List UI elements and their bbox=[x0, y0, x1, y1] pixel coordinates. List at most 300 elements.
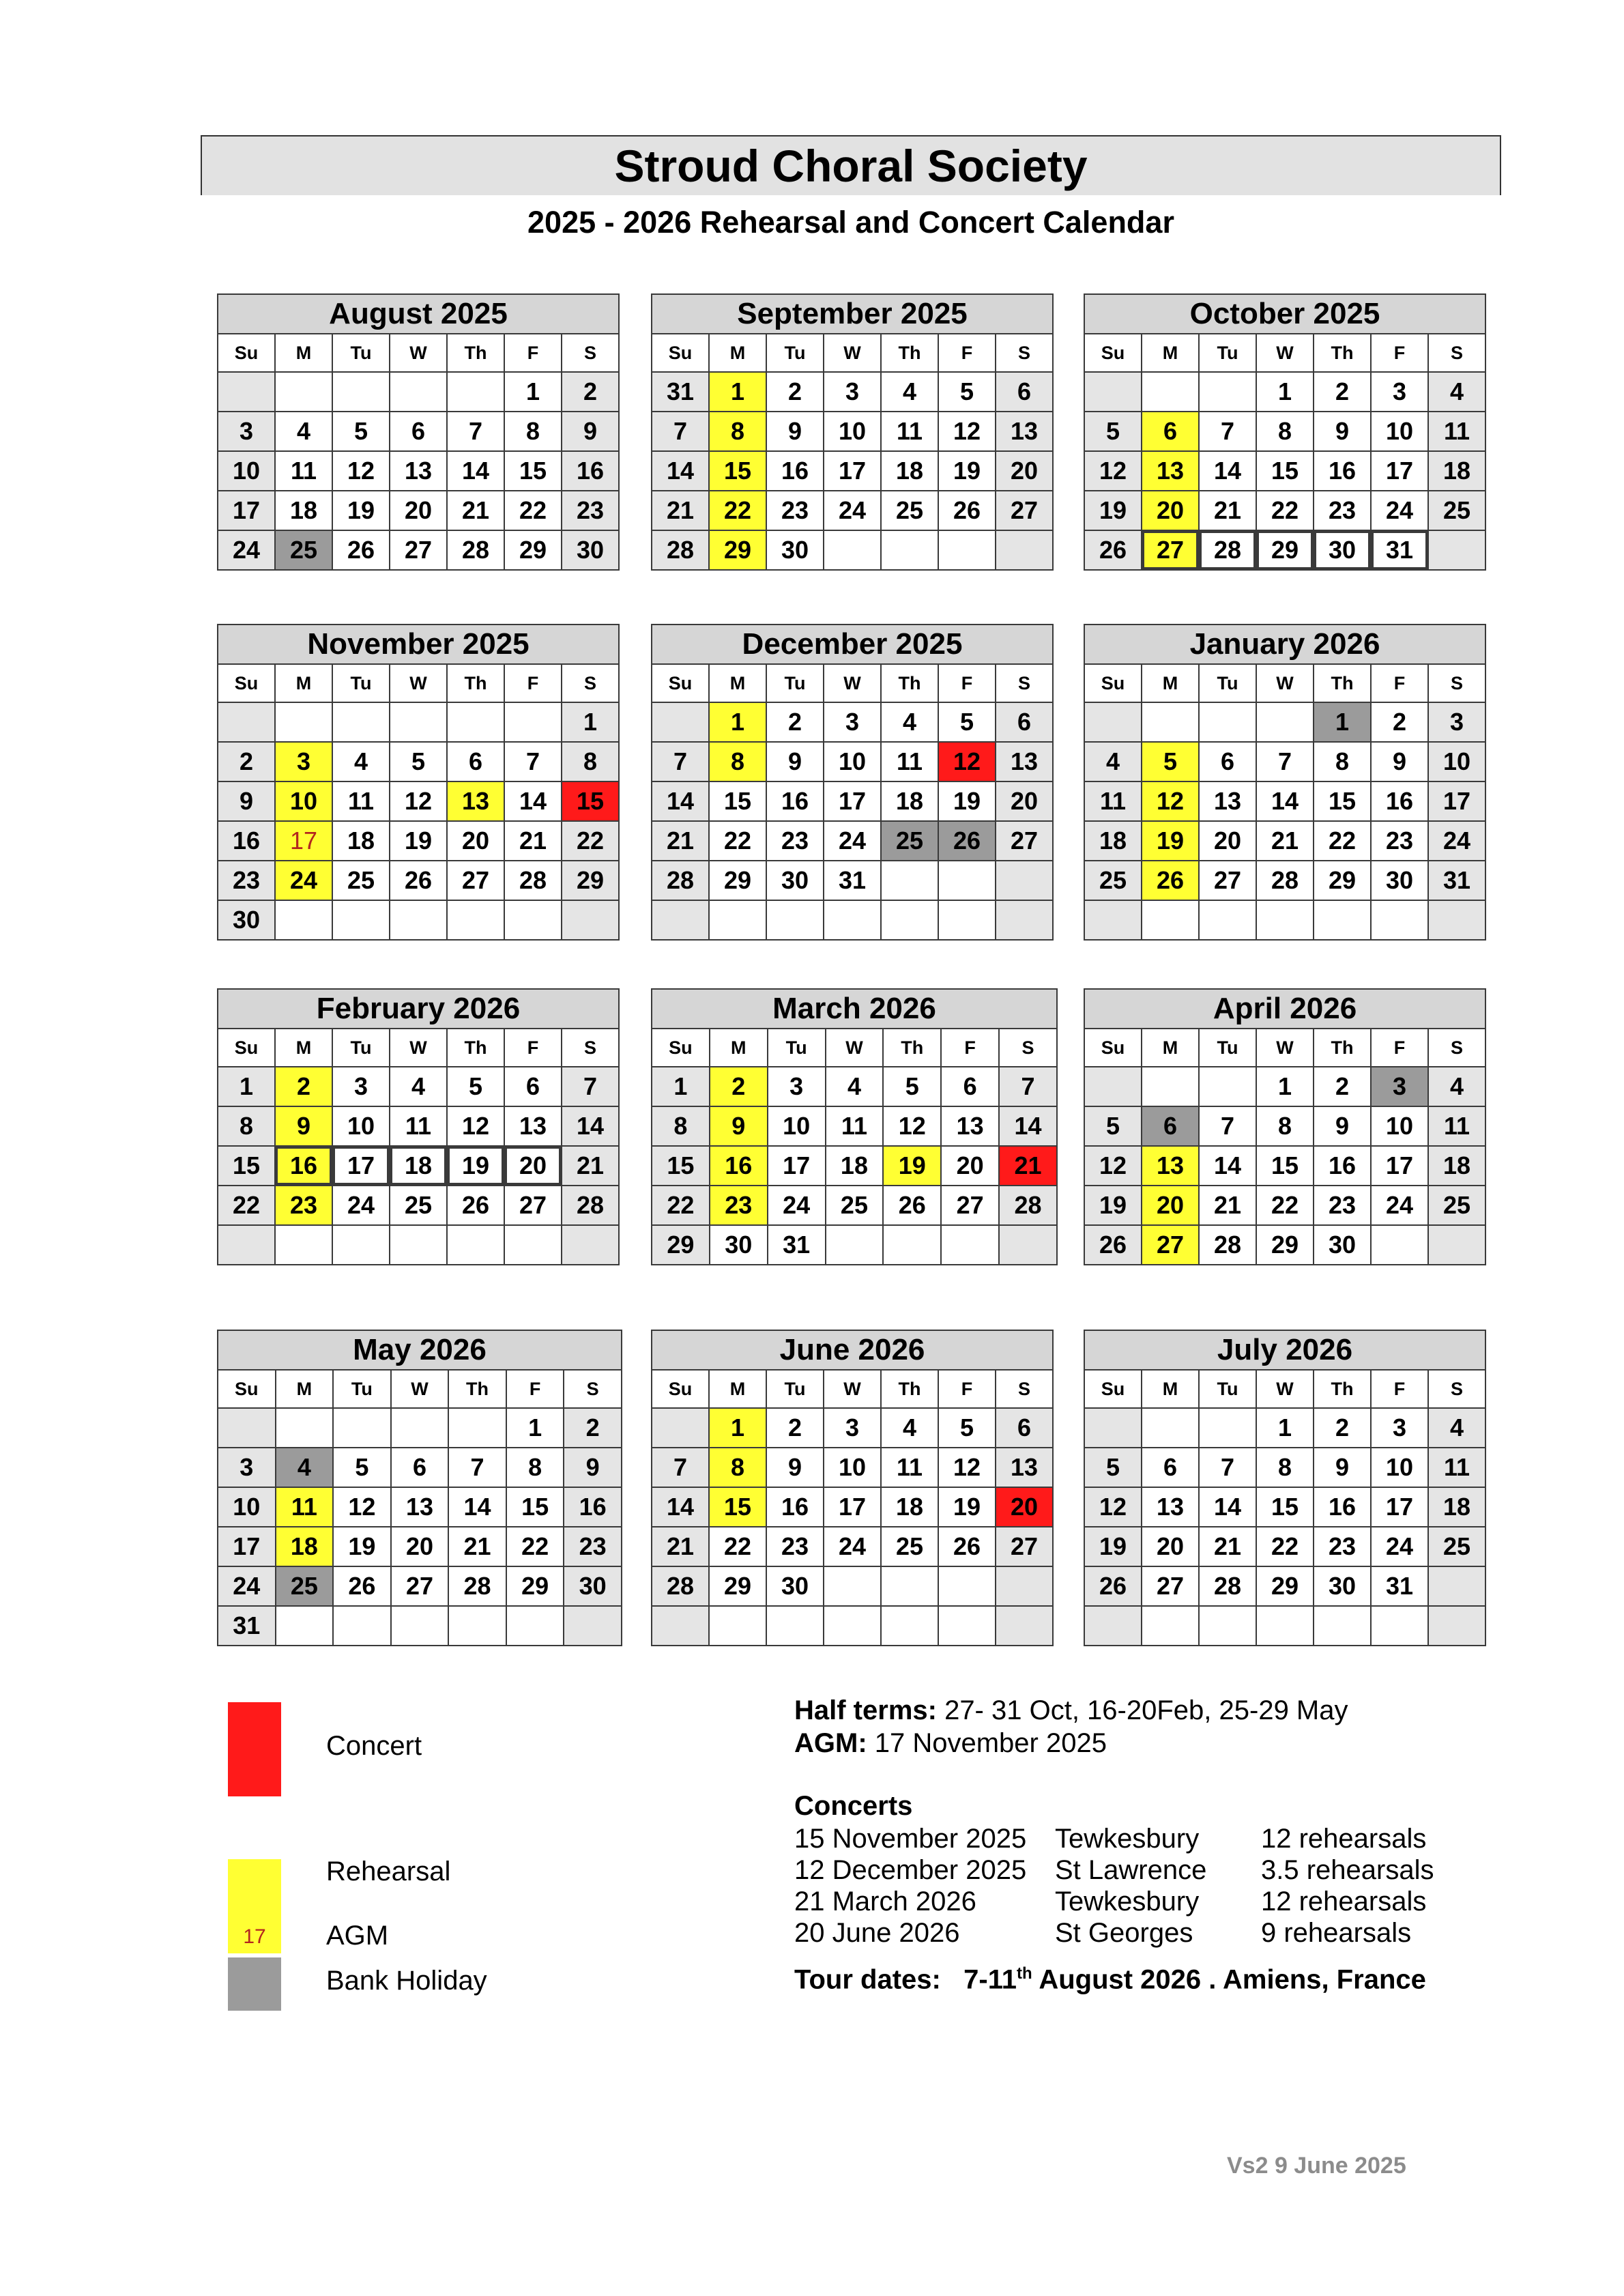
month-august-2025 bbox=[217, 293, 620, 569]
weekday-header: W bbox=[824, 664, 881, 702]
day-cell: 19 bbox=[883, 1146, 941, 1186]
weekday-header: M bbox=[710, 1029, 768, 1067]
weekday-header: F bbox=[1371, 334, 1428, 372]
day-cell bbox=[1199, 1606, 1256, 1646]
day-cell: 16 bbox=[218, 821, 275, 861]
day-cell: 2 bbox=[710, 1067, 768, 1106]
day-cell: 11 bbox=[276, 1487, 334, 1527]
day-cell: 2 bbox=[1371, 702, 1428, 742]
day-cell: 2 bbox=[218, 742, 275, 781]
day-cell bbox=[1256, 1606, 1314, 1646]
day-cell: 21 bbox=[447, 491, 504, 530]
weekday-header: M bbox=[1142, 1370, 1199, 1408]
weekday-header: Th bbox=[881, 664, 938, 702]
day-cell bbox=[996, 861, 1053, 900]
month-december-2025 bbox=[651, 624, 1054, 939]
day-cell: 7 bbox=[652, 412, 709, 451]
weekday-header: W bbox=[390, 1029, 447, 1067]
day-cell: 13 bbox=[447, 781, 504, 821]
day-cell bbox=[1084, 702, 1142, 742]
day-cell: 17 bbox=[1428, 781, 1485, 821]
day-cell: 27 bbox=[1142, 1566, 1199, 1606]
day-cell: 9 bbox=[1371, 742, 1428, 781]
concert-date: 21 March 2026 bbox=[794, 1886, 976, 1917]
day-cell: 3 bbox=[332, 1067, 390, 1106]
day-cell: 2 bbox=[564, 1408, 622, 1448]
day-cell: 7 bbox=[1199, 1106, 1256, 1146]
day-cell: 7 bbox=[562, 1067, 619, 1106]
weekday-header: W bbox=[1256, 334, 1314, 372]
legend-rehearsal-label: Rehearsal bbox=[326, 1856, 451, 1886]
day-cell: 11 bbox=[1428, 1106, 1485, 1146]
day-cell: 29 bbox=[652, 1225, 710, 1265]
weekday-header: M bbox=[1142, 334, 1199, 372]
day-cell: 3 bbox=[1371, 372, 1428, 412]
day-cell: 24 bbox=[218, 530, 275, 570]
day-cell bbox=[1084, 900, 1142, 940]
day-cell: 29 bbox=[506, 1566, 564, 1606]
weekday-header: W bbox=[1256, 664, 1314, 702]
day-cell bbox=[1142, 900, 1199, 940]
weekday-header: Su bbox=[218, 1029, 275, 1067]
day-cell: 8 bbox=[562, 742, 619, 781]
day-cell: 4 bbox=[390, 1067, 447, 1106]
day-cell: 3 bbox=[1371, 1067, 1428, 1106]
day-cell: 10 bbox=[1428, 742, 1485, 781]
day-cell: 7 bbox=[652, 1448, 709, 1487]
day-cell: 15 bbox=[1256, 451, 1314, 491]
day-cell: 16 bbox=[275, 1146, 332, 1186]
day-cell bbox=[883, 1225, 941, 1265]
day-cell: 18 bbox=[1428, 1146, 1485, 1186]
day-cell: 26 bbox=[332, 530, 390, 570]
day-cell: 30 bbox=[1314, 1566, 1371, 1606]
day-cell bbox=[332, 702, 390, 742]
day-cell: 10 bbox=[1371, 1448, 1428, 1487]
day-cell bbox=[504, 702, 562, 742]
day-cell: 24 bbox=[824, 821, 881, 861]
weekday-header: Th bbox=[447, 1029, 504, 1067]
day-cell: 6 bbox=[391, 1448, 449, 1487]
day-cell: 1 bbox=[218, 1067, 275, 1106]
day-cell: 4 bbox=[1428, 1067, 1485, 1106]
day-cell: 5 bbox=[333, 1448, 391, 1487]
month-title: December 2025 bbox=[652, 625, 1053, 664]
day-cell: 24 bbox=[275, 861, 332, 900]
day-cell: 28 bbox=[562, 1186, 619, 1225]
day-cell bbox=[1084, 1606, 1142, 1646]
weekday-header: M bbox=[1142, 664, 1199, 702]
day-cell: 27 bbox=[996, 491, 1053, 530]
day-cell: 2 bbox=[1314, 1067, 1371, 1106]
day-cell: 8 bbox=[218, 1106, 275, 1146]
day-cell: 27 bbox=[941, 1186, 999, 1225]
day-cell: 30 bbox=[766, 861, 824, 900]
day-cell: 24 bbox=[1371, 1186, 1428, 1225]
day-cell: 10 bbox=[824, 412, 881, 451]
day-cell: 5 bbox=[938, 702, 996, 742]
day-cell: 24 bbox=[1371, 1527, 1428, 1566]
day-cell: 8 bbox=[1256, 412, 1314, 451]
day-cell: 29 bbox=[1256, 530, 1314, 570]
day-cell: 13 bbox=[996, 1448, 1053, 1487]
legend-agm-label: AGM bbox=[326, 1921, 389, 1951]
day-cell: 12 bbox=[938, 412, 996, 451]
day-cell bbox=[824, 1606, 881, 1646]
weekday-header: F bbox=[1371, 664, 1428, 702]
weekday-header: Tu bbox=[766, 334, 824, 372]
day-cell: 4 bbox=[332, 742, 390, 781]
day-cell: 23 bbox=[564, 1527, 622, 1566]
day-cell bbox=[1084, 1408, 1142, 1448]
day-cell: 1 bbox=[506, 1408, 564, 1448]
day-cell: 13 bbox=[1142, 1487, 1199, 1527]
day-cell: 31 bbox=[652, 372, 709, 412]
day-cell bbox=[390, 372, 447, 412]
concert-rehearsals: 3.5 rehearsals bbox=[1261, 1855, 1434, 1885]
day-cell: 30 bbox=[562, 530, 619, 570]
day-cell: 29 bbox=[709, 1566, 766, 1606]
day-cell: 27 bbox=[996, 1527, 1053, 1566]
day-cell: 15 bbox=[709, 781, 766, 821]
day-cell bbox=[1314, 1606, 1371, 1646]
day-cell: 16 bbox=[564, 1487, 622, 1527]
day-cell: 12 bbox=[333, 1487, 391, 1527]
weekday-header: F bbox=[938, 664, 996, 702]
day-cell: 4 bbox=[1428, 372, 1485, 412]
day-cell: 26 bbox=[883, 1186, 941, 1225]
day-cell bbox=[1199, 1067, 1256, 1106]
weekday-header: W bbox=[824, 1370, 881, 1408]
day-cell: 4 bbox=[881, 702, 938, 742]
weekday-header: F bbox=[504, 664, 562, 702]
day-cell: 10 bbox=[768, 1106, 826, 1146]
day-cell bbox=[1142, 1067, 1199, 1106]
day-cell: 9 bbox=[562, 412, 619, 451]
legend-concert-label: Concert bbox=[326, 1731, 422, 1761]
day-cell: 27 bbox=[1142, 1225, 1199, 1265]
day-cell: 14 bbox=[652, 451, 709, 491]
weekday-header: Tu bbox=[1199, 664, 1256, 702]
day-cell: 28 bbox=[999, 1186, 1057, 1225]
day-cell: 19 bbox=[447, 1146, 504, 1186]
day-cell: 10 bbox=[275, 781, 332, 821]
day-cell: 14 bbox=[652, 1487, 709, 1527]
month-title: June 2026 bbox=[652, 1330, 1053, 1370]
day-cell: 5 bbox=[1084, 1106, 1142, 1146]
weekday-header: M bbox=[276, 1370, 334, 1408]
agm-label: AGM: bbox=[794, 1728, 867, 1758]
day-cell: 10 bbox=[218, 1487, 276, 1527]
day-cell: 17 bbox=[824, 451, 881, 491]
day-cell bbox=[766, 1606, 824, 1646]
day-cell: 24 bbox=[768, 1186, 826, 1225]
day-cell bbox=[275, 1225, 332, 1265]
weekday-header: Tu bbox=[1199, 1370, 1256, 1408]
day-cell: 16 bbox=[766, 781, 824, 821]
weekday-header: Su bbox=[218, 1370, 276, 1408]
day-cell: 8 bbox=[506, 1448, 564, 1487]
day-cell: 15 bbox=[1256, 1487, 1314, 1527]
day-cell: 9 bbox=[710, 1106, 768, 1146]
concert-date: 12 December 2025 bbox=[794, 1855, 1027, 1885]
day-cell: 22 bbox=[562, 821, 619, 861]
day-cell: 30 bbox=[1371, 861, 1428, 900]
day-cell: 14 bbox=[1199, 1487, 1256, 1527]
weekday-header: M bbox=[275, 664, 332, 702]
day-cell: 8 bbox=[709, 742, 766, 781]
day-cell: 5 bbox=[938, 372, 996, 412]
day-cell bbox=[996, 530, 1053, 570]
day-cell bbox=[652, 1408, 709, 1448]
day-cell bbox=[1428, 1225, 1485, 1265]
day-cell: 3 bbox=[824, 702, 881, 742]
day-cell bbox=[824, 1566, 881, 1606]
day-cell: 5 bbox=[447, 1067, 504, 1106]
day-cell bbox=[938, 900, 996, 940]
day-cell: 1 bbox=[652, 1067, 710, 1106]
day-cell: 3 bbox=[275, 742, 332, 781]
day-cell: 23 bbox=[766, 821, 824, 861]
day-cell: 8 bbox=[504, 412, 562, 451]
weekday-header: Th bbox=[448, 1370, 506, 1408]
day-cell: 27 bbox=[391, 1566, 449, 1606]
day-cell bbox=[999, 1225, 1057, 1265]
day-cell bbox=[1199, 1408, 1256, 1448]
concert-rehearsals: 12 rehearsals bbox=[1261, 1886, 1427, 1917]
day-cell: 9 bbox=[766, 1448, 824, 1487]
day-cell: 11 bbox=[826, 1106, 884, 1146]
day-cell: 21 bbox=[562, 1146, 619, 1186]
day-cell: 26 bbox=[1142, 861, 1199, 900]
weekday-header: Su bbox=[652, 334, 709, 372]
day-cell bbox=[1142, 702, 1199, 742]
day-cell: 15 bbox=[218, 1146, 275, 1186]
day-cell: 1 bbox=[562, 702, 619, 742]
day-cell: 23 bbox=[562, 491, 619, 530]
day-cell: 13 bbox=[1142, 451, 1199, 491]
day-cell bbox=[218, 1225, 275, 1265]
day-cell: 28 bbox=[1256, 861, 1314, 900]
concert-date: 20 June 2026 bbox=[794, 1918, 960, 1948]
day-cell: 6 bbox=[996, 702, 1053, 742]
day-cell: 15 bbox=[506, 1487, 564, 1527]
day-cell: 12 bbox=[1084, 1487, 1142, 1527]
day-cell: 28 bbox=[448, 1566, 506, 1606]
day-cell: 14 bbox=[999, 1106, 1057, 1146]
day-cell: 9 bbox=[1314, 1106, 1371, 1146]
day-cell: 30 bbox=[710, 1225, 768, 1265]
day-cell: 9 bbox=[1314, 412, 1371, 451]
day-cell bbox=[1371, 1225, 1428, 1265]
month-april-2026 bbox=[1084, 988, 1486, 1264]
bank-holiday-swatch bbox=[228, 1957, 281, 2011]
day-cell bbox=[709, 900, 766, 940]
day-cell: 21 bbox=[504, 821, 562, 861]
day-cell: 28 bbox=[504, 861, 562, 900]
weekday-header: F bbox=[938, 1370, 996, 1408]
day-cell: 12 bbox=[1084, 1146, 1142, 1186]
half-terms-value: 27- 31 Oct, 16-20Feb, 25-29 May bbox=[936, 1695, 1348, 1725]
day-cell: 20 bbox=[504, 1146, 562, 1186]
concerts-heading-text: Concerts bbox=[794, 1791, 913, 1821]
day-cell bbox=[448, 1606, 506, 1646]
day-cell: 31 bbox=[1371, 530, 1428, 570]
day-cell: 21 bbox=[1199, 1527, 1256, 1566]
weekday-header: Su bbox=[1084, 1370, 1142, 1408]
tour-sup: th bbox=[1017, 1964, 1032, 1983]
day-cell bbox=[1084, 372, 1142, 412]
concert-venue: St Lawrence bbox=[1055, 1855, 1207, 1885]
day-cell: 27 bbox=[504, 1186, 562, 1225]
day-cell: 31 bbox=[218, 1606, 276, 1646]
day-cell: 13 bbox=[391, 1487, 449, 1527]
day-cell: 27 bbox=[447, 861, 504, 900]
day-cell: 7 bbox=[652, 742, 709, 781]
day-cell: 15 bbox=[709, 1487, 766, 1527]
day-cell: 12 bbox=[447, 1106, 504, 1146]
day-cell: 30 bbox=[1314, 530, 1371, 570]
page-title: Stroud Choral Society bbox=[201, 135, 1501, 195]
weekday-header: S bbox=[996, 1370, 1053, 1408]
day-cell: 5 bbox=[1084, 1448, 1142, 1487]
rehearsal-swatch bbox=[228, 1859, 281, 1921]
day-cell: 16 bbox=[766, 451, 824, 491]
weekday-header: S bbox=[562, 334, 619, 372]
day-cell bbox=[1142, 1606, 1199, 1646]
day-cell bbox=[938, 530, 996, 570]
concert-venue: Tewkesbury bbox=[1055, 1824, 1200, 1854]
day-cell bbox=[881, 530, 938, 570]
day-cell: 8 bbox=[709, 1448, 766, 1487]
day-cell: 24 bbox=[824, 1527, 881, 1566]
day-cell: 24 bbox=[1428, 821, 1485, 861]
day-cell: 16 bbox=[766, 1487, 824, 1527]
day-cell: 26 bbox=[1084, 1225, 1142, 1265]
day-cell: 7 bbox=[447, 412, 504, 451]
day-cell bbox=[218, 1408, 276, 1448]
concert-date: 15 November 2025 bbox=[794, 1824, 1027, 1854]
day-cell bbox=[390, 900, 447, 940]
day-cell: 1 bbox=[1256, 1067, 1314, 1106]
day-cell bbox=[276, 1408, 334, 1448]
month-title: November 2025 bbox=[218, 625, 619, 664]
weekday-header: W bbox=[1256, 1370, 1314, 1408]
day-cell: 27 bbox=[996, 821, 1053, 861]
day-cell: 14 bbox=[504, 781, 562, 821]
day-cell: 9 bbox=[1314, 1448, 1371, 1487]
page-subtitle: 2025 - 2026 Rehearsal and Concert Calendar bbox=[527, 205, 1174, 240]
day-cell: 16 bbox=[562, 451, 619, 491]
day-cell: 13 bbox=[390, 451, 447, 491]
day-cell: 26 bbox=[938, 1527, 996, 1566]
weekday-header: Tu bbox=[333, 1370, 391, 1408]
day-cell: 9 bbox=[218, 781, 275, 821]
day-cell: 19 bbox=[390, 821, 447, 861]
day-cell: 6 bbox=[504, 1067, 562, 1106]
weekday-header: Su bbox=[652, 664, 709, 702]
day-cell: 25 bbox=[275, 530, 332, 570]
day-cell bbox=[447, 702, 504, 742]
day-cell bbox=[562, 1225, 619, 1265]
day-cell: 15 bbox=[709, 451, 766, 491]
day-cell: 11 bbox=[275, 451, 332, 491]
weekday-header: S bbox=[999, 1029, 1057, 1067]
day-cell: 23 bbox=[1314, 491, 1371, 530]
day-cell: 17 bbox=[275, 821, 332, 861]
day-cell: 18 bbox=[390, 1146, 447, 1186]
day-cell: 4 bbox=[276, 1448, 334, 1487]
day-cell: 24 bbox=[332, 1186, 390, 1225]
weekday-header: Tu bbox=[332, 664, 390, 702]
day-cell bbox=[1371, 900, 1428, 940]
day-cell: 15 bbox=[504, 451, 562, 491]
day-cell: 28 bbox=[652, 861, 709, 900]
day-cell: 18 bbox=[332, 821, 390, 861]
day-cell: 25 bbox=[390, 1186, 447, 1225]
day-cell bbox=[448, 1408, 506, 1448]
day-cell: 10 bbox=[332, 1106, 390, 1146]
day-cell: 22 bbox=[709, 491, 766, 530]
day-cell: 2 bbox=[766, 372, 824, 412]
day-cell bbox=[275, 372, 332, 412]
day-cell: 5 bbox=[332, 412, 390, 451]
day-cell: 29 bbox=[1256, 1225, 1314, 1265]
day-cell bbox=[826, 1225, 884, 1265]
day-cell: 6 bbox=[941, 1067, 999, 1106]
day-cell: 3 bbox=[1428, 702, 1485, 742]
day-cell: 24 bbox=[1371, 491, 1428, 530]
day-cell: 2 bbox=[766, 702, 824, 742]
weekday-header: Tu bbox=[332, 1029, 390, 1067]
day-cell bbox=[1142, 372, 1199, 412]
day-cell: 18 bbox=[1428, 1487, 1485, 1527]
day-cell: 13 bbox=[996, 742, 1053, 781]
day-cell: 14 bbox=[1199, 451, 1256, 491]
day-cell: 19 bbox=[1084, 1527, 1142, 1566]
day-cell bbox=[996, 900, 1053, 940]
day-cell: 6 bbox=[1142, 1106, 1199, 1146]
day-cell bbox=[652, 900, 709, 940]
weekday-header: W bbox=[826, 1029, 884, 1067]
day-cell: 28 bbox=[1199, 1566, 1256, 1606]
day-cell: 3 bbox=[824, 372, 881, 412]
day-cell: 17 bbox=[218, 1527, 276, 1566]
day-cell: 17 bbox=[824, 1487, 881, 1527]
day-cell: 7 bbox=[1256, 742, 1314, 781]
day-cell: 19 bbox=[1084, 1186, 1142, 1225]
month-title: August 2025 bbox=[218, 294, 619, 334]
weekday-header: S bbox=[996, 664, 1053, 702]
day-cell: 2 bbox=[766, 1408, 824, 1448]
month-title: March 2026 bbox=[652, 989, 1057, 1029]
day-cell: 23 bbox=[1314, 1527, 1371, 1566]
day-cell: 21 bbox=[999, 1146, 1057, 1186]
concert-rehearsals: 9 rehearsals bbox=[1261, 1918, 1412, 1948]
day-cell: 19 bbox=[333, 1527, 391, 1566]
day-cell: 21 bbox=[652, 491, 709, 530]
day-cell: 13 bbox=[1142, 1146, 1199, 1186]
month-title: April 2026 bbox=[1084, 989, 1485, 1029]
day-cell bbox=[1142, 1408, 1199, 1448]
weekday-header: W bbox=[391, 1370, 449, 1408]
day-cell bbox=[1428, 1566, 1485, 1606]
day-cell: 11 bbox=[332, 781, 390, 821]
day-cell: 6 bbox=[996, 1408, 1053, 1448]
day-cell: 6 bbox=[1142, 1448, 1199, 1487]
day-cell: 23 bbox=[766, 1527, 824, 1566]
day-cell: 17 bbox=[768, 1146, 826, 1186]
